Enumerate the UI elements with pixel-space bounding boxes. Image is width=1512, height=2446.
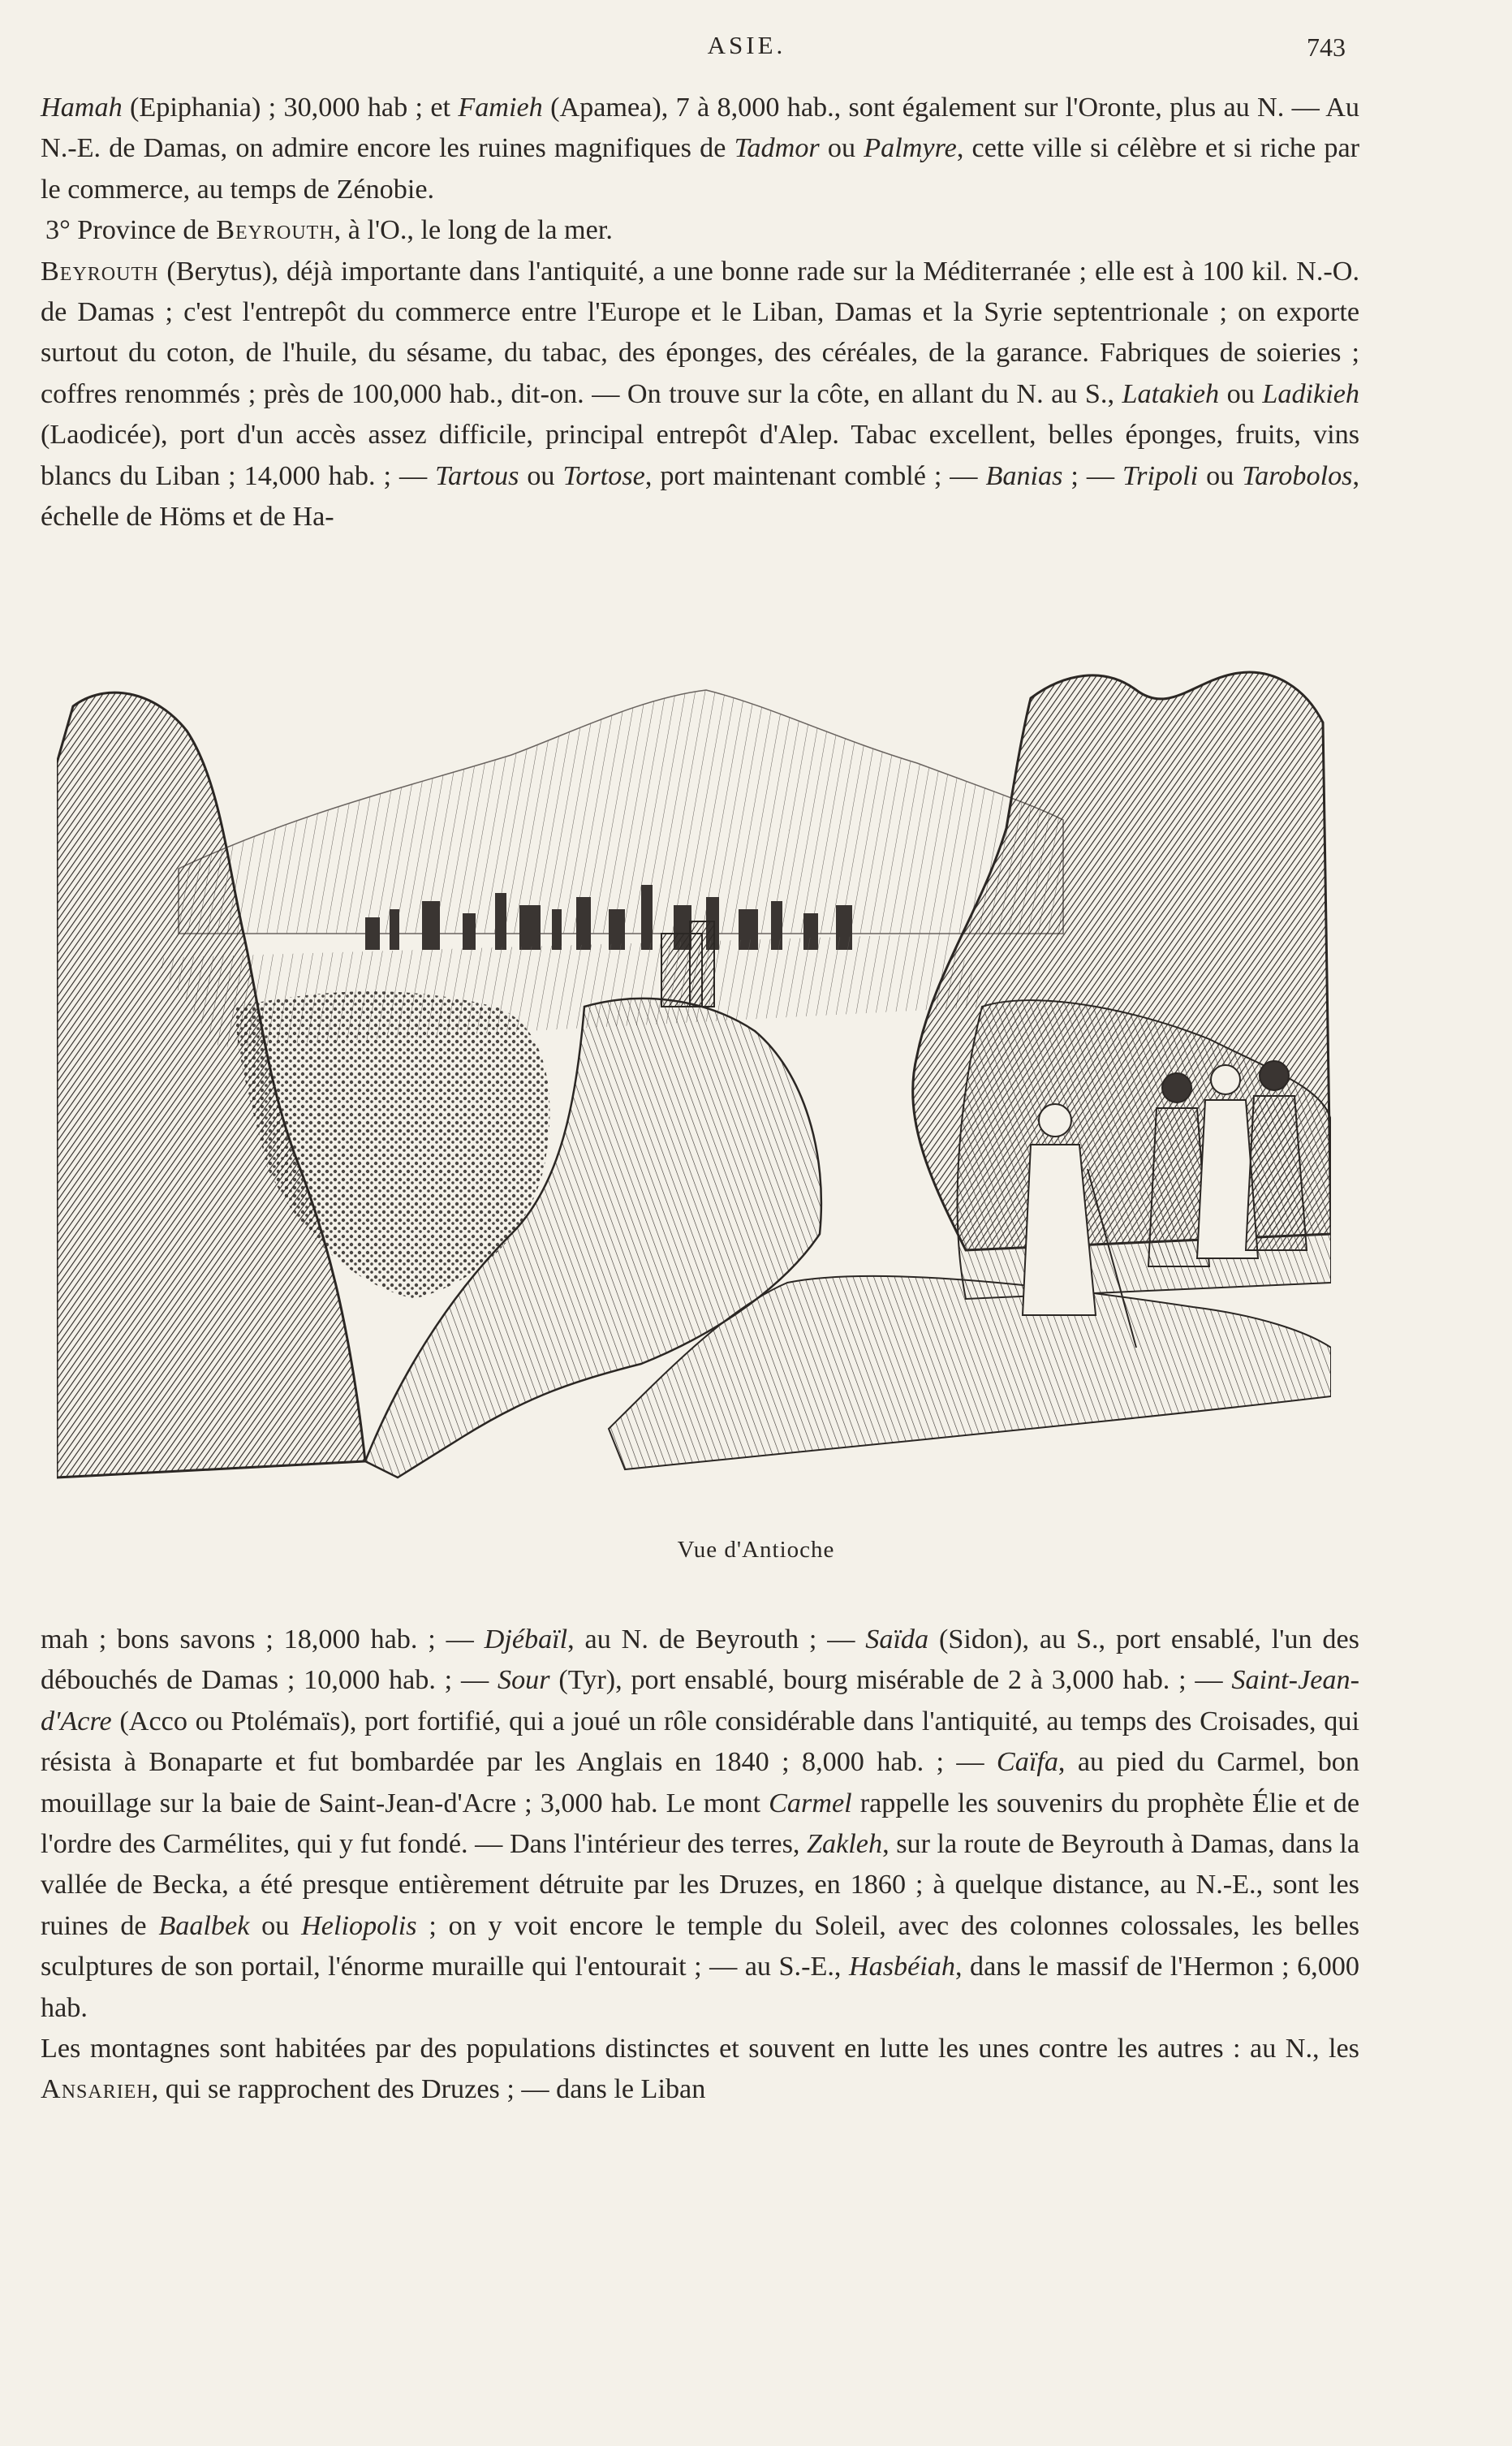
page-header [0, 31, 1512, 71]
figure-caption: Vue d'Antioche [677, 1537, 835, 1563]
paragraph-hamah: Hamah (Epiphania) ; 30,000 hab ; et Famieh (Apamea), 7 à 8,000 hab., sont également sur l'Oronte, plus au N. — Au N.-E. de Damas, on admire encore les ruines magnifiques de Tadmor ou Palmyre, cette ville si célèbre et si riche par le commerce, au temps de Zénobie. [41, 93, 1359, 205]
paragraph-coastal-towns: mah ; bons savons ; 18,000 hab. ; — Djébaïl, au N. de Beyrouth ; — Saïda (Sidon), au S., port ensablé, l'un des débouchés de Damas ; 10,000 hab. ; — Sour (Tyr), port ensablé, bourg misérable de 2 à 3,000 hab. ; — Saint-Jean-d'Acre (Acco ou Ptolémaïs), port fortifié, qui a joué un rôle considérable dans l'antiquité, au temps des Croisades, qui résista à Bonaparte et fut bombardée par les Anglais en 1840 ; 8,000 hab. ; — Caïfa, au pied du Carmel, bon mouillage sur la baie de Saint-Jean-d'Acre ; 3,000 hab. Le mont Carmel rappelle les souvenirs du prophète Élie et de l'ordre des Carmélites, qui y fut fondé. — Dans l'intérieur des terres, Zakleh, sur la route de Beyrouth à Damas, dans la vallée de Becka, a été presque entièrement détruite par les Druzes, en 1860 ; à quelque distance, au N.-E., sont les ruines de Baalbek ou Heliopolis ; on y voit encore le temple du Soleil, avec des colonnes colossales, les belles sculptures de son portail, l'énorme muraille qui l'entourait ; — au S.-E., Hasbéiah, dans le massif de l'Hermon ; 6,000 hab. [41, 1624, 1359, 2023]
bottom-text-block [41, 1620, 1359, 2111]
paragraph-mountain-populations: Les montagnes sont habitées par des populations distinctes et souvent en lutte les unes contre les autres : au N., les Ansarieh, qui se rapprochent des Druzes ; — dans le Liban [41, 2034, 1359, 2105]
paragraph-province-beyrouth: 3° Province de Beyrouth, à l'O., le long de la mer. [45, 215, 613, 246]
running-head: ASIE. [707, 31, 786, 59]
antioch-engraving [57, 666, 1331, 1498]
tower-ruin [661, 921, 714, 1007]
engraving-illustration [57, 666, 1331, 1498]
paragraph-beyrouth: Beyrouth (Berytus), déjà importante dans l'antiquité, a une bonne rade sur la Méditerranée ; elle est à 100 kil. N.-O. de Damas ; c'est l'entrepôt du commerce entre l'Europe et le Liban, Damas et la Syrie septentrionale ; on exporte surtout du coton, de l'huile, du sésame, du tabac, des éponges, des céréales, de la garance. Fabriques de soieries ; coffres renommés ; près de 100,000 hab., dit-on. — On trouve sur la côte, en allant du N. au S., Latakieh ou Ladikieh (Laodicée), port d'un accès assez difficile, principal entrepôt d'Alep. Tabac excellent, belles éponges, fruits, vins blancs du Liban ; 14,000 hab. ; — Tartous ou Tortose, port maintenant comblé ; — Banias ; — Tripoli ou Tarobolos, échelle de Höms et de Ha- [41, 256, 1360, 533]
page-number: 743 [1307, 32, 1346, 62]
top-text-block [41, 88, 1359, 537]
